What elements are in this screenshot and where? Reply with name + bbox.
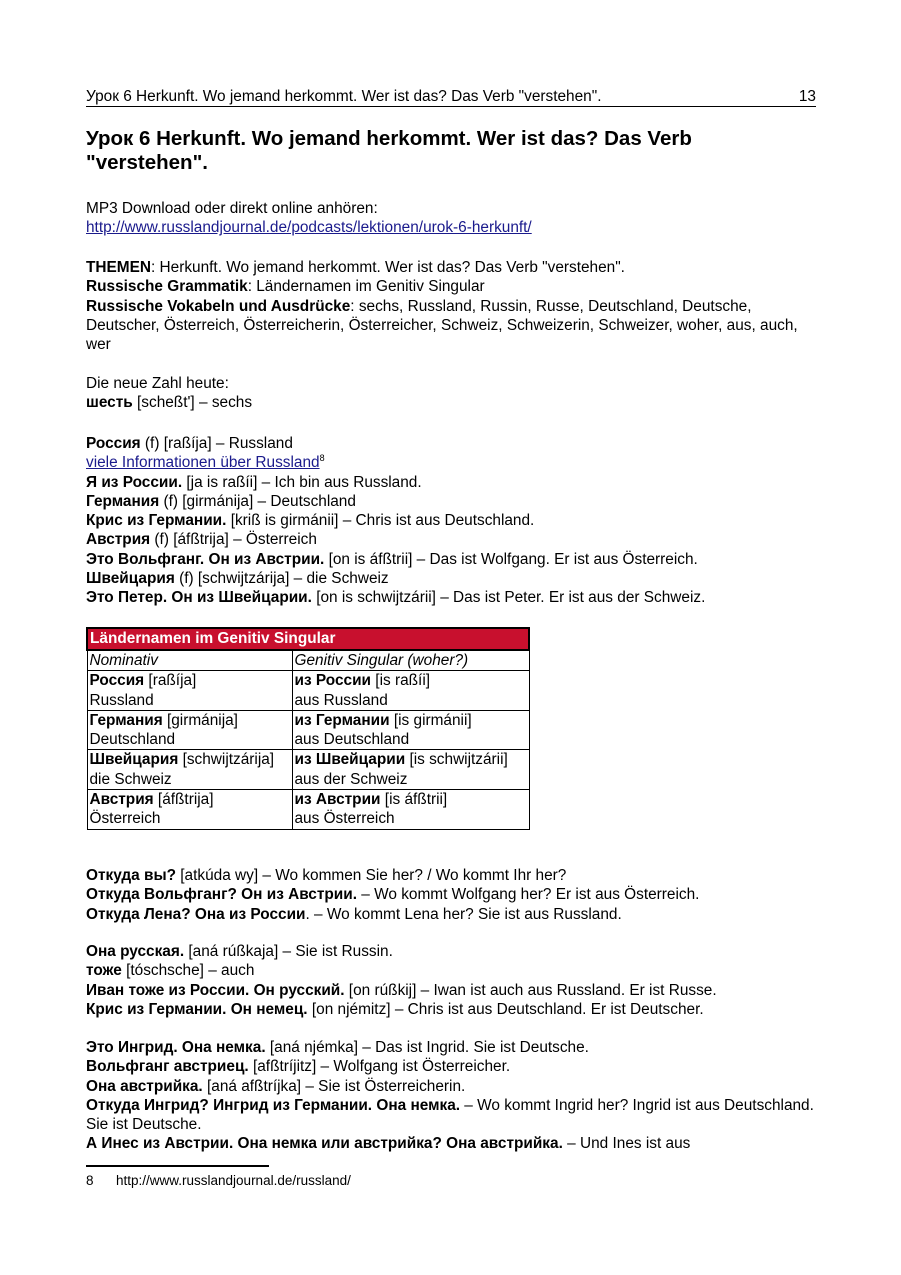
running-header	[86, 87, 816, 107]
cell-german: aus der Schweiz	[294, 770, 408, 788]
vocab-gloss: [on rúßkij] – Iwan ist auch aus Russland. Er ist Russe.	[344, 981, 717, 999]
vocab-line	[86, 905, 816, 924]
vocab-line	[86, 434, 816, 453]
vocab-line	[86, 1096, 816, 1135]
footnote-separator	[86, 1165, 269, 1167]
vocab-line	[86, 1134, 816, 1153]
page-number: 13	[798, 88, 816, 105]
countries-section	[86, 434, 816, 608]
footnote-number: 8	[86, 1173, 94, 1188]
cell-german: die Schweiz	[89, 770, 172, 788]
vocab-term: Откуда Вольфганг? Он из Австрии.	[86, 886, 358, 904]
vocab-line	[86, 866, 816, 885]
cell-term: из Германии	[294, 711, 390, 729]
table-row	[87, 750, 529, 790]
cell-term: из Австрии	[294, 791, 381, 809]
grammar-label: Russische Grammatik	[86, 278, 248, 296]
vocab-gloss: (f) [schwijtzárija] – die Schweiz	[174, 570, 389, 588]
table-header-row	[87, 650, 529, 671]
vocab-term: Австрия	[86, 531, 151, 549]
table-cell	[292, 790, 529, 830]
vocab-gloss: (f) [girmánija] – Deutschland	[159, 492, 356, 510]
vocab-term: Германия	[86, 492, 160, 510]
vocab-gloss: – Und Ines ist aus	[562, 1135, 691, 1153]
cell-german: aus Russland	[294, 691, 388, 709]
cell-german: Österreich	[89, 810, 161, 828]
vocab-term: Откуда вы?	[86, 867, 176, 884]
table-title: Ländernamen im Genitiv Singular	[87, 628, 529, 650]
number-rest: [scheßt'] – sechs	[132, 394, 253, 412]
vocab-gloss: – Wo kommt Wolfgang her? Er ist aus Österreich.	[357, 886, 700, 904]
vocab-term: Крис из Германии.	[86, 512, 227, 530]
vocab-label: Russische Vokabeln und Ausdrücke	[86, 297, 351, 315]
themen-label: THEMEN	[86, 259, 151, 276]
column-header-nominativ: Nominativ	[87, 650, 292, 671]
vocab-term: Она русская.	[86, 943, 185, 960]
cell-term: Германия	[89, 711, 163, 729]
footnote-ref: 8	[319, 453, 325, 464]
vocab-term: Россия	[86, 435, 141, 452]
table-row	[87, 790, 529, 830]
cell-transcription: [schwijtzárija]	[178, 751, 275, 769]
cell-term: из Швейцарии	[294, 751, 406, 769]
vocab-term: Она австрийка.	[86, 1077, 203, 1095]
grammar-text: : Ländernamen im Genitiv Singular	[247, 278, 485, 296]
vocab-term: А Инес из Австрии. Она немка или австрийка? Она австрийка.	[86, 1135, 563, 1153]
vocab-gloss: [tóschsche] – auch	[121, 962, 255, 980]
lesson-heading: Урок 6 Herkunft. Wo jemand herkommt. Wer ist das? Das Verb "verstehen".	[86, 127, 692, 174]
vocab-line	[86, 1057, 816, 1076]
table-cell	[87, 790, 292, 830]
vocab-gloss: [on is áfßtrii] – Das ist Wolfgang. Er ist aus Österreich.	[324, 550, 698, 568]
vocab-gloss: (f) [áfßtrija] – Österreich	[150, 531, 317, 549]
cell-german: Deutschland	[89, 731, 176, 749]
cell-term: Швейцария	[89, 751, 179, 769]
vocab-line	[86, 981, 816, 1000]
genitive-table	[86, 627, 530, 830]
vocab-gloss: (f) [raßíja] – Russland	[140, 435, 293, 452]
vocab-gloss: [aná rúßkaja] – Sie ist Russin.	[184, 943, 393, 960]
vocab-gloss: – Wo kommt Ingrid her? Ingrid ist aus Deutschland. Sie ist Deutsche.	[86, 1096, 814, 1134]
vocab-line	[86, 569, 816, 588]
themen-section	[86, 258, 816, 354]
vocab-text: : sechs, Russland, Russin, Russe, Deutschland, Deutsche, Deutscher, Österreich, Österreicherin, Österreicher, Schweiz, Schweizerin, Schweizer, woher, aus, auch, wer	[86, 297, 798, 354]
nationality-section-2	[86, 1038, 816, 1154]
footnote-text: http://www.russlandjournal.de/russland/	[116, 1173, 351, 1188]
footnote	[86, 1172, 351, 1189]
vocab-gloss: [atkúda wy] – Wo kommen Sie her? / Wo kommt Ihr her?	[176, 867, 567, 884]
cell-term: Россия	[89, 672, 145, 690]
vocab-gloss: . – Wo kommt Lena her? Sie ist aus Russland.	[305, 905, 622, 923]
table-cell	[87, 710, 292, 750]
vocab-line	[86, 961, 816, 980]
vocab-line	[86, 1077, 816, 1096]
mp3-link[interactable]: http://www.russlandjournal.de/podcasts/lektionen/urok-6-herkunft/	[86, 219, 532, 237]
cell-transcription: [is raßíi]	[371, 672, 431, 690]
cell-transcription: [raßíja]	[144, 672, 197, 690]
cell-term: из России	[294, 672, 372, 690]
cell-term: Австрия	[89, 791, 154, 809]
questions-section	[86, 866, 816, 924]
vocab-gloss: [afßtríjitz] – Wolfgang ist Österreicher.	[248, 1058, 511, 1076]
vocab-term: Это Вольфганг. Он из Австрии.	[86, 550, 325, 568]
vocab-line	[86, 530, 816, 549]
vocab-line	[86, 885, 816, 904]
vocab-gloss: [aná njémka] – Das ist Ingrid. Sie ist Deutsche.	[265, 1039, 589, 1056]
vocab-term: Откуда Лена? Она из России	[86, 905, 306, 923]
cell-transcription: [áfßtrija]	[153, 791, 214, 809]
vocab-line	[86, 550, 816, 569]
table-cell	[87, 750, 292, 790]
vocab-gloss: [ja is raßíi] – Ich bin aus Russland.	[182, 473, 422, 491]
russia-info-link[interactable]: viele Informationen über Russland	[86, 454, 320, 472]
number-intro: Die neue Zahl heute:	[86, 375, 229, 392]
table-cell	[87, 671, 292, 711]
cell-german: aus Deutschland	[294, 731, 410, 749]
cell-german: aus Österreich	[294, 810, 395, 828]
vocab-line	[86, 942, 816, 961]
vocab-term: Откуда Ингрид? Ингрид из Германии. Она немка.	[86, 1096, 461, 1114]
vocab-gloss: [aná afßtríjka] – Sie ist Österreicherin.	[202, 1077, 466, 1095]
vocab-line	[86, 1038, 816, 1057]
vocab-line	[86, 473, 816, 492]
vocab-gloss: [on njémitz] – Chris ist aus Deutschland. Er ist Deutscher.	[307, 1000, 704, 1018]
table-row	[87, 710, 529, 750]
vocab-gloss: [kriß is girmánii] – Chris ist aus Deutschland.	[226, 512, 535, 530]
vocab-term: Иван тоже из России. Он русский.	[86, 981, 345, 999]
table-title-row	[87, 628, 529, 650]
column-header-genitiv: Genitiv Singular (woher?)	[292, 650, 529, 671]
vocab-term: Это Ингрид. Она немка.	[86, 1039, 266, 1056]
russia-info-line	[86, 453, 816, 472]
table-cell	[292, 671, 529, 711]
vocab-line	[86, 511, 816, 530]
table-cell	[292, 750, 529, 790]
vocab-line	[86, 492, 816, 511]
table-row	[87, 671, 529, 711]
cell-transcription: [is girmánii]	[389, 711, 472, 729]
vocab-term: Швейцария	[86, 570, 175, 588]
header-title: Урок 6 Herkunft. Wo jemand herkommt. Wer ist das? Das Verb "verstehen".	[86, 88, 602, 105]
number-section	[86, 374, 816, 413]
vocab-term: Вольфганг австриец.	[86, 1058, 249, 1076]
cell-german: Russland	[89, 691, 154, 709]
vocab-gloss: [on is schwijtzárii] – Das ist Peter. Er ist aus der Schweiz.	[311, 589, 706, 607]
cell-transcription: [is schwijtzárii]	[405, 751, 508, 769]
cell-transcription: [is áfßtrii]	[380, 791, 448, 809]
mp3-section	[86, 199, 816, 238]
vocab-line	[86, 588, 816, 607]
mp3-text: MP3 Download oder direkt online anhören:	[86, 200, 378, 217]
nationality-section-1	[86, 942, 816, 1019]
vocab-term: тоже	[86, 962, 122, 980]
vocab-term: Я из России.	[86, 473, 183, 491]
vocab-term: Это Петер. Он из Швейцарии.	[86, 589, 312, 607]
cell-transcription: [girmánija]	[162, 711, 238, 729]
vocab-line	[86, 1000, 816, 1019]
vocab-term: Крис из Германии. Он немец.	[86, 1000, 308, 1018]
number-word: шесть	[86, 394, 133, 412]
table-cell	[292, 710, 529, 750]
themen-text: : Herkunft. Wo jemand herkommt. Wer ist das? Das Verb "verstehen".	[150, 259, 625, 276]
